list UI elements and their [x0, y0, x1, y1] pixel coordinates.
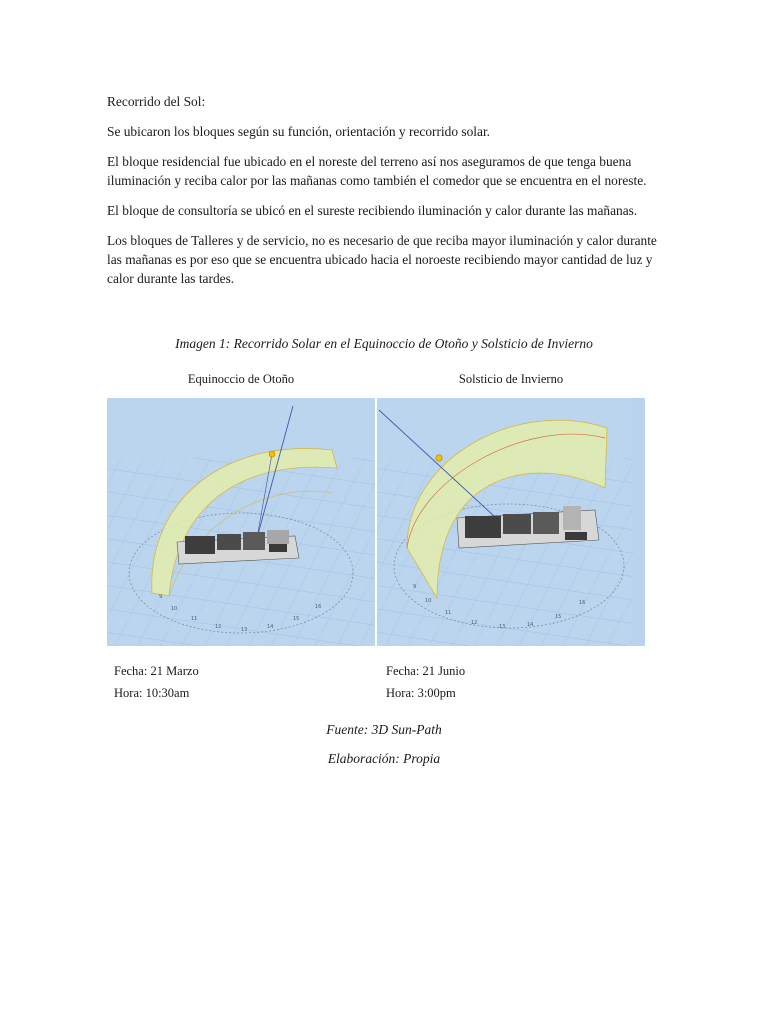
- svg-text:10: 10: [171, 606, 178, 612]
- svg-text:12: 12: [215, 624, 222, 630]
- paragraph-2: El bloque residencial fue ubicado en el noreste del terreno así nos aseguramos de que tenga buena iluminación y reciba calor por las mañanas como también el comedor que se encuentra en el noreste.: [107, 154, 647, 188]
- paragraph-1: Se ubicaron los bloques según su función, orientación y recorrido solar.: [107, 124, 491, 139]
- figure-caption: Imagen 1: Recorrido Solar en el Equinoccio de Otoño y Solsticio de Invierno: [175, 336, 593, 351]
- svg-text:10: 10: [425, 598, 432, 604]
- paragraph-3: El bloque de consultoría se ubicó en el sureste recibiendo iluminación y calor durante las mañanas.: [107, 203, 638, 218]
- svg-text:16: 16: [579, 600, 586, 606]
- solstice-sunpath-image: [377, 398, 645, 646]
- svg-text:11: 11: [445, 610, 452, 616]
- svg-text:13: 13: [499, 624, 506, 630]
- svg-text:16: 16: [315, 604, 322, 610]
- left-figure-meta: [114, 660, 199, 704]
- right-figure-title: Solsticio de Invierno: [458, 372, 564, 386]
- left-figure-title: Equinoccio de Otoño: [187, 372, 295, 386]
- section-heading: Recorrido del Sol:: [107, 94, 206, 109]
- right-figure-meta: [386, 660, 465, 704]
- svg-text:15: 15: [555, 614, 562, 620]
- svg-text:14: 14: [267, 624, 274, 630]
- svg-text:12: 12: [471, 620, 478, 626]
- svg-text:9: 9: [159, 594, 163, 600]
- right-hora: Hora: 3:00pm: [386, 686, 456, 700]
- svg-text:13: 13: [241, 627, 248, 633]
- elaboration-line: Elaboración: Propia: [327, 751, 441, 766]
- svg-text:14: 14: [527, 622, 534, 628]
- right-fecha: Fecha: 21 Junio: [386, 664, 466, 678]
- left-hora: Hora: 10:30am: [114, 686, 190, 700]
- svg-text:15: 15: [293, 616, 300, 622]
- body-text: [107, 92, 663, 299]
- left-fecha: Fecha: 21 Marzo: [114, 664, 199, 678]
- equinox-sunpath-image: [107, 398, 375, 646]
- source-line: Fuente: 3D Sun-Path: [326, 722, 442, 737]
- svg-text:9: 9: [413, 584, 417, 590]
- paragraph-4: Los bloques de Talleres y de servicio, no es necesario de que reciba mayor iluminación y calor durante las mañanas es por eso que se encuentra ubicado hacia el noroeste recibiendo mayor cantidad de luz y calor durante las tardes.: [107, 233, 657, 286]
- svg-text:11: 11: [191, 616, 198, 622]
